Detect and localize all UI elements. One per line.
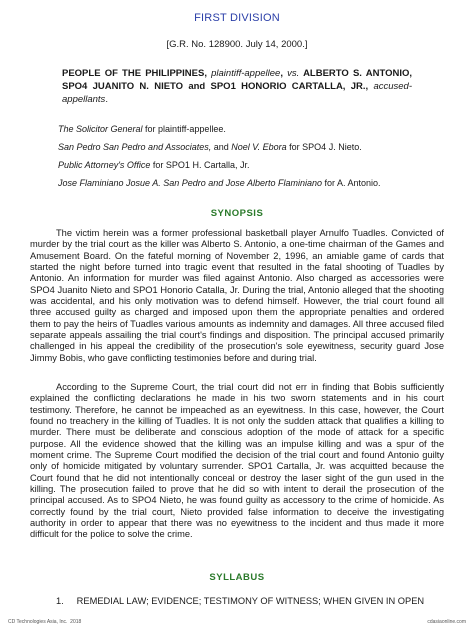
counsel-client: for A. Antonio. <box>321 178 381 188</box>
counsel-client: for SPO1 H. Cartalla, Jr. <box>150 160 250 170</box>
case-number: [G.R. No. 128900. July 14, 2000.] <box>166 39 308 50</box>
counsel-client: for SPO4 J. Nieto. <box>286 142 362 152</box>
counsel-client: for plaintiff-appellee. <box>142 124 226 134</box>
synopsis-paragraph: According to the Supreme Court, the trial court did not err in finding that Bobis sufficiently explained the conflicting declarations he made in his two sworn statements and in his court testimony. Therefore, he cannot be impeached as an eyewitness. In this case, however, the Court found no treachery in the killing of Tuadles. It is not only the sudden attack that qualifies a killing to murder. There must be deliberate and conscious adoption of the mode of attack for a specific purpose. All the evidence showed that the killing was an impulse killing and was a spur of the moment crime. The Supreme Court modified the decision of the trial court and found Antonio guilty only of homicide mitigated by voluntary surrender. SPO1 Cartalla, Jr. was acquitted because the Court found that he did not intentionally conceal or destroy the laser sight of the gun used in the killing. The prosecution failed to prove that he did so with intent to derail the prosecution of the principal accused. As to SPO4 Nieto, he was found guilty as accessory to the crime of homicide. As correctly found by the trial court, Nieto provided false information to deceive the investigating authority in order to appear that there was no eyewitness to the incident and thus made it more difficult for the police to solve the crime. <box>30 382 444 540</box>
case-caption: PEOPLE OF THE PHILIPPINES, plaintiff-appellee, vs. ALBERTO S. ANTONIO, SPO4 JUANITO N. NIETO and SPO1 HONORIO CARTALLA, JR., accused-appellants. <box>62 68 413 105</box>
synopsis-paragraph: The victim herein was a former professional basketball player Arnulfo Tuadles. Convicted of murder by the trial court as the killer was Alberto S. Antonio, a one-time chairman of the Games and Amusement Board. On the fateful morning of November 2, 1996, an amiable game of cards that started the night before turned into tragic event that resulted in the fatal shooting of Tuadles by Antonio. An information for murder was filed against Antonio. Also charged as accessories were SPO4 Juanito Nieto and SPO1 Honorio Catalla, Jr. During the trial, Antonio alleged that the shooting was accidental, and his only motivation was to defend himself. However, the trial court found all three accused guilty as charged and imposed upon them the appropriate penalties and ordered them to pay the heirs of Tuadles various amounts as indemnity and damages. All three accused filed separate appeals assailing the trial court's findings and disposition. The principal accused primarily challenged in his appeal the credibility of the prosecution's sole eyewitness, security guard Jose Jimmy Bobis, who gave conflicting testimonies before and during trial. <box>30 228 444 363</box>
counsel-line <box>58 142 438 153</box>
counsel-name: Jose Flaminiano Josue A. San Pedro and Jose Alberto Flaminiano <box>58 178 322 188</box>
counsel-name: Noel V. Ebora <box>231 142 287 152</box>
counsel-line <box>58 160 438 171</box>
counsel-name: Public Attorney's Office <box>58 160 151 170</box>
counsel-name: San Pedro San Pedro and Associates, <box>58 142 212 152</box>
appellants-role: accused-appellants <box>62 81 412 105</box>
counsel-name: The Solicitor General <box>58 124 143 134</box>
appellee-role: plaintiff-appellee <box>211 68 281 79</box>
syllabus-item: 1. REMEDIAL LAW; EVIDENCE; TESTIMONY OF WITNESS; WHEN GIVEN IN OPEN <box>56 596 425 606</box>
appellants-names: ALBERTO S. ANTONIO, SPO4 JUANITO N. NIETO and SPO1 HONORIO CARTALLA, JR., <box>62 68 413 92</box>
division-heading: FIRST DIVISION <box>194 12 280 24</box>
syllabus-heading: SYLLABUS <box>209 572 265 583</box>
versus-text: vs. <box>287 68 300 79</box>
appellee-name: PEOPLE OF THE PHILIPPINES, <box>62 68 207 79</box>
counsel-line <box>58 178 438 189</box>
footer-publisher: CD Technologies Asia, Inc. 2018 <box>8 619 82 625</box>
counsel-line <box>58 124 438 135</box>
counsel-conjunction: and <box>211 142 232 152</box>
synopsis-heading: SYNOPSIS <box>210 208 264 219</box>
footer-website: cdasiaonline.com <box>427 619 466 625</box>
